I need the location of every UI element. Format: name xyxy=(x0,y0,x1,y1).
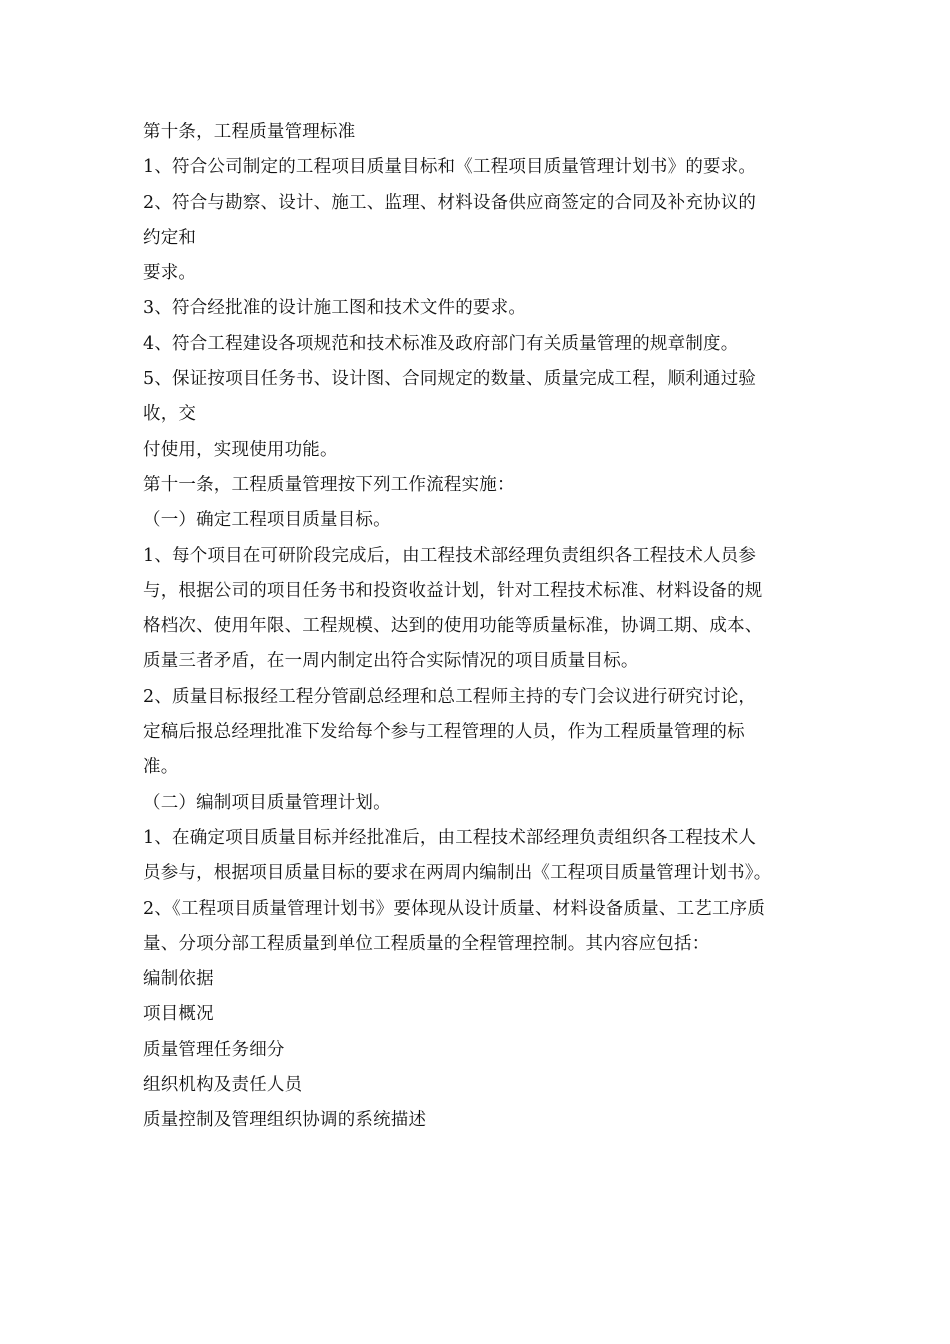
paragraph-line: 2、符合与勘察、设计、施工、监理、材料设备供应商签定的合同及补充协议的 xyxy=(143,192,757,213)
paragraph-line: 与，根据公司的项目任务书和投资收益计划，针对工程技术标准、材料设备的规 xyxy=(143,580,763,601)
document-body xyxy=(143,115,813,1139)
article-10-heading: 第十条，工程质量管理标准 xyxy=(143,122,356,142)
list-item: 编制依据 xyxy=(143,969,214,990)
paragraph-line: 1、在确定项目质量目标并经批准后，由工程技术部经理负责组织各工程技术人 xyxy=(143,827,757,848)
paragraph-line: 员参与，根据项目质量目标的要求在两周内编制出《工程项目质量管理计划书》。 xyxy=(143,863,772,884)
paragraph-line: 1、每个项目在可研阶段完成后，由工程技术部经理负责组织各工程技术人员参 xyxy=(143,545,757,566)
list-item: 项目概况 xyxy=(143,1004,214,1025)
section-heading: （一）确定工程项目质量目标。 xyxy=(143,510,391,531)
paragraph-line: 4、符合工程建设各项规范和技术标准及政府部门有关质量管理的规章制度。 xyxy=(143,333,739,354)
list-item: 组织机构及责任人员 xyxy=(143,1075,303,1096)
paragraph-line: 5、保证按项目任务书、设计图、合同规定的数量、质量完成工程，顺利通过验 xyxy=(143,369,757,390)
paragraph-line: 收，交 xyxy=(143,404,197,425)
paragraph-line: 质量三者矛盾，在一周内制定出符合实际情况的项目质量目标。 xyxy=(143,651,639,672)
article-11-heading: 第十一条，工程质量管理按下列工作流程实施： xyxy=(143,474,515,495)
list-item: 质量控制及管理组织协调的系统描述 xyxy=(143,1110,427,1131)
section-heading: （二）编制项目质量管理计划。 xyxy=(143,792,391,813)
paragraph-line: 1、符合公司制定的工程项目质量目标和《工程项目质量管理计划书》的要求。 xyxy=(143,157,757,178)
paragraph-line: 2、质量目标报经工程分管副总经理和总工程师主持的专门会议进行研究讨论， xyxy=(143,686,757,707)
paragraph-line: 定稿后报总经理批准下发给每个参与工程管理的人员，作为工程质量管理的标 xyxy=(143,722,745,743)
paragraph-line: 量、分项分部工程质量到单位工程质量的全程管理控制。其内容应包括： xyxy=(143,933,710,954)
paragraph-line: 准。 xyxy=(143,757,179,778)
paragraph-line: 3、符合经批准的设计施工图和技术文件的要求。 xyxy=(143,298,527,319)
paragraph-line: 2、《工程项目质量管理计划书》要体现从设计质量、材料设备质量、工艺工序质 xyxy=(143,898,766,919)
paragraph-line: 格档次、使用年限、工程规模、达到的使用功能等质量标准，协调工期、成本、 xyxy=(143,616,763,637)
paragraph-line: 付使用，实现使用功能。 xyxy=(143,439,338,460)
paragraph-line: 要求。 xyxy=(143,263,197,284)
paragraph-line: 约定和 xyxy=(143,227,197,248)
list-item: 质量管理任务细分 xyxy=(143,1039,285,1060)
